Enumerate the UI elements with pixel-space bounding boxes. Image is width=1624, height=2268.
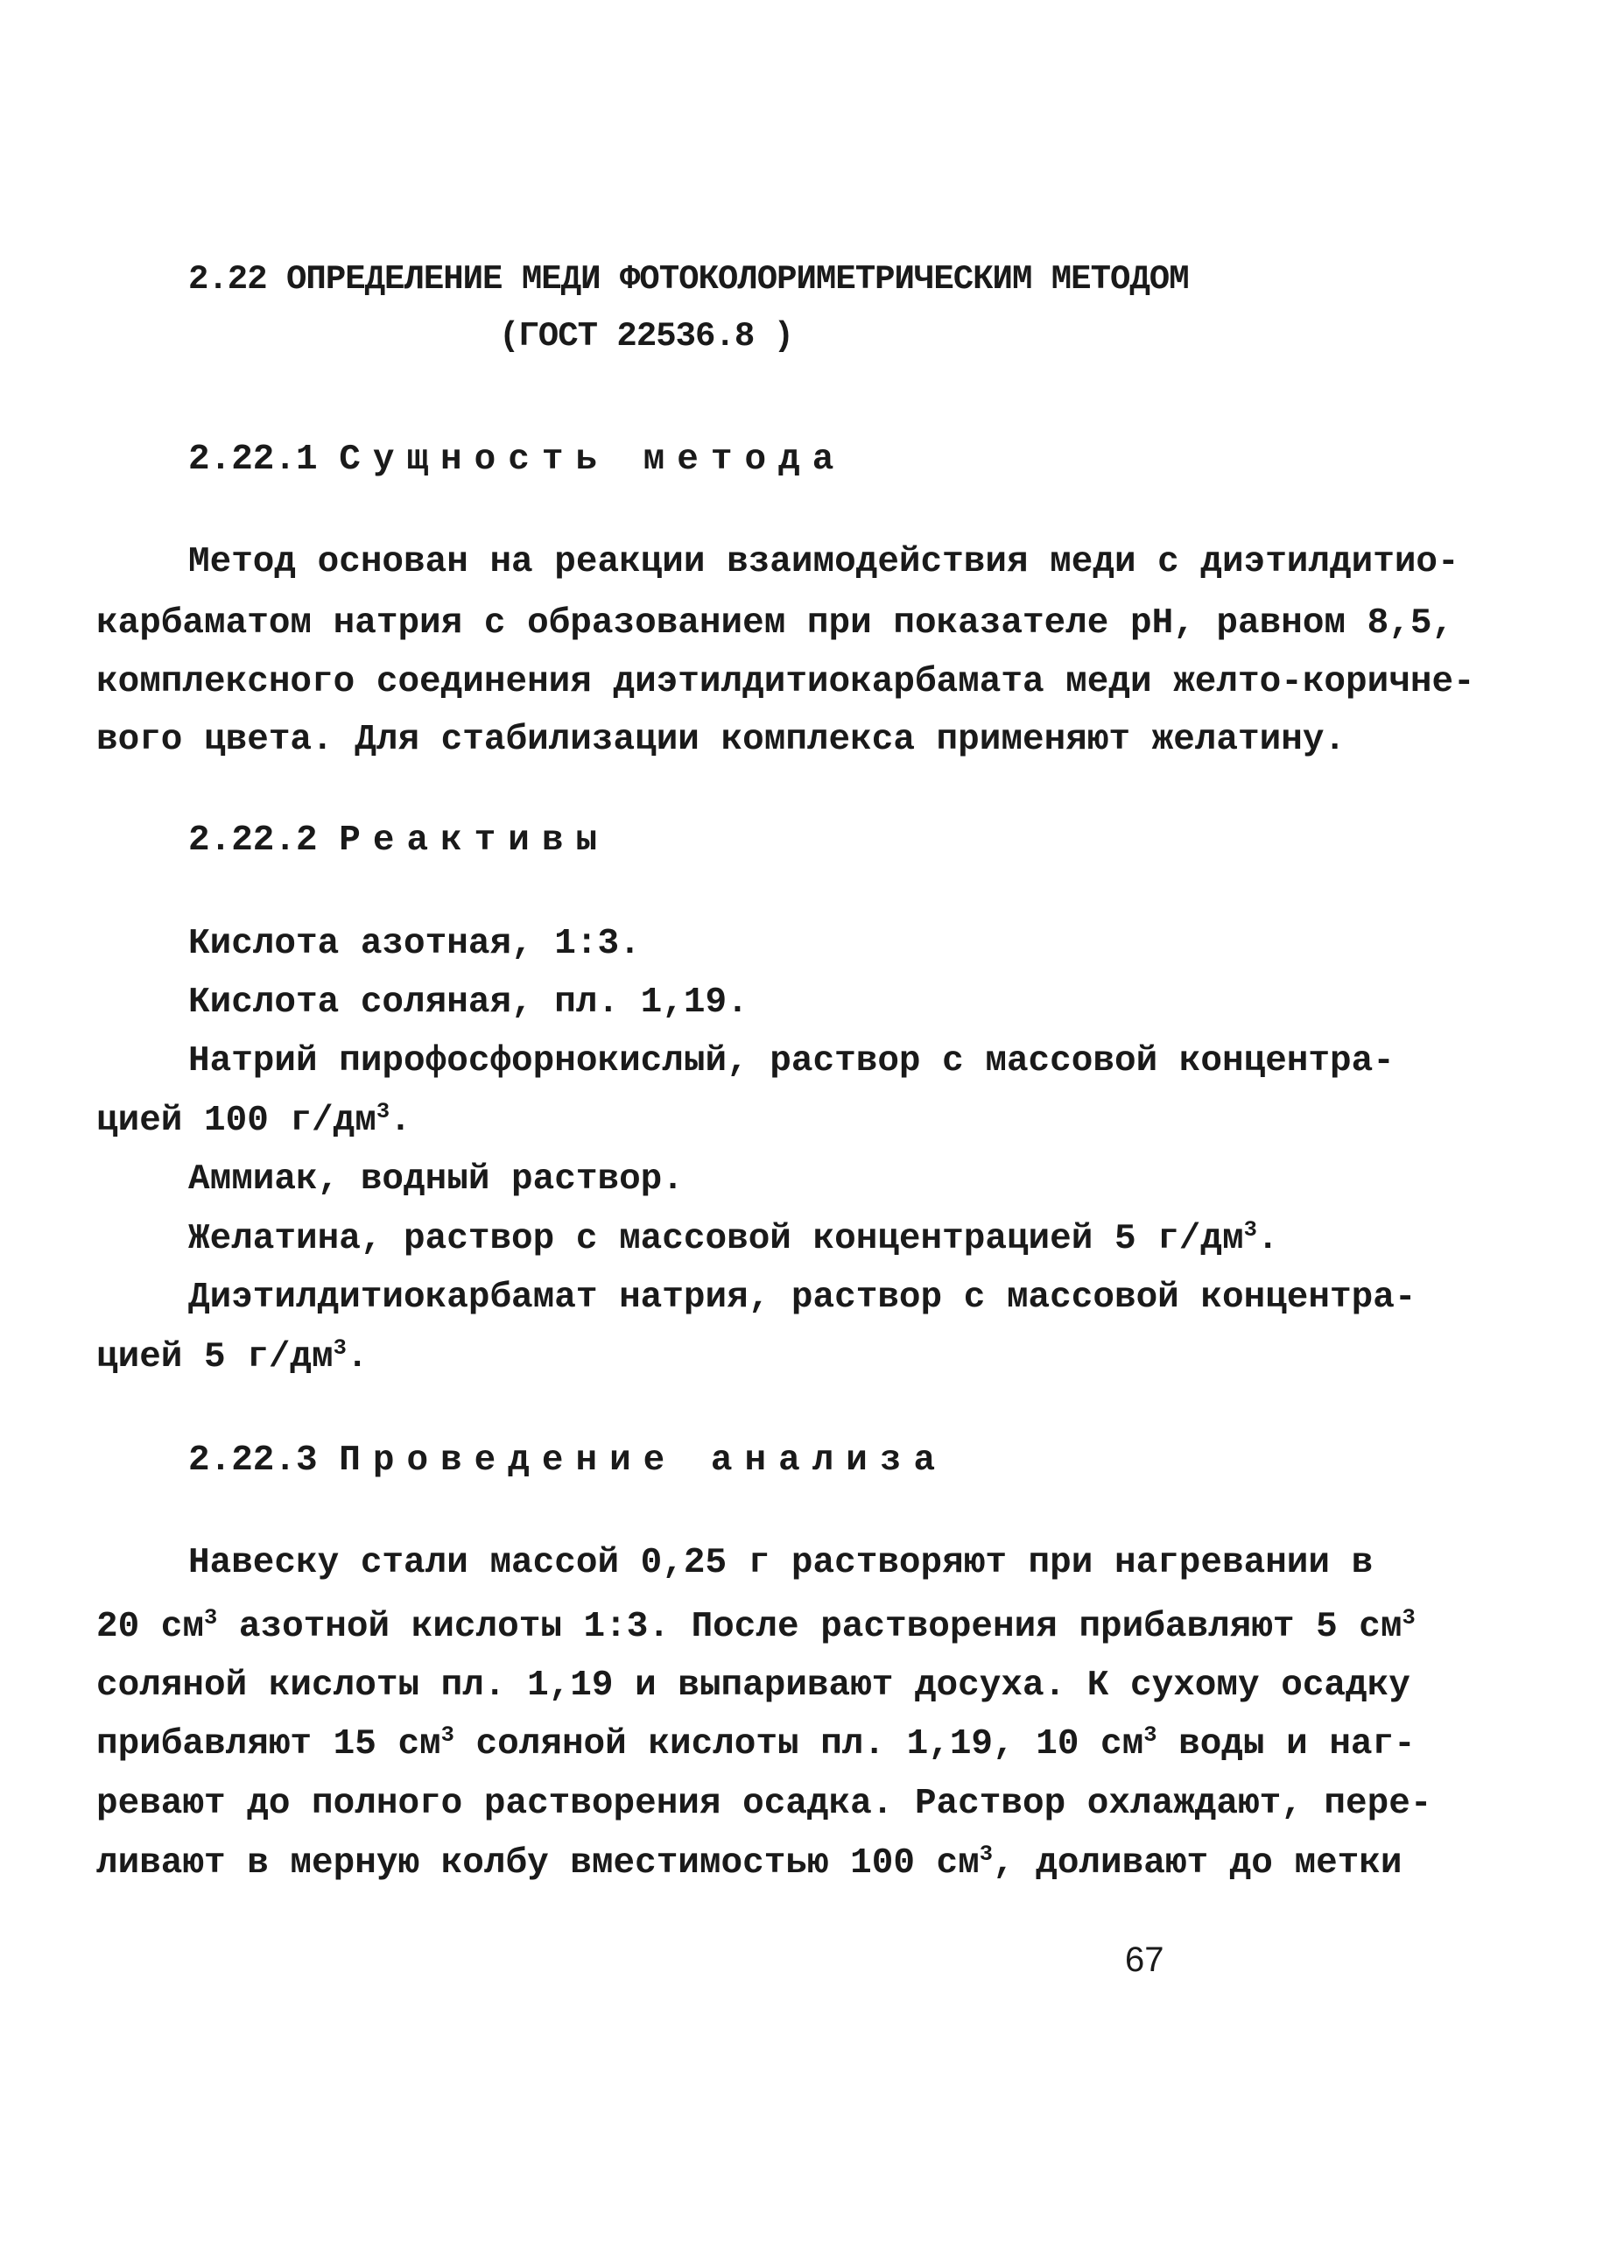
paragraph-line: карбаматом натрия с образованием при показателе pH, равном 8,5, (96, 603, 1454, 644)
paragraph-line: ревают до полного растворения осадка. Раствор охлаждают, пере- (96, 1784, 1432, 1824)
superscript: 3 (1143, 1722, 1157, 1749)
superscript: 3 (1243, 1217, 1257, 1243)
paragraph-line (96, 1722, 1416, 1764)
paragraph-line (96, 1842, 1403, 1884)
reagent-text: цией 5 г/дм (96, 1337, 334, 1377)
gost-reference: (ГОСТ 22536.8 ) (499, 317, 794, 356)
text-fragment: воды и наг- (1156, 1724, 1416, 1764)
page-number: 67 (1125, 1940, 1164, 1979)
reagent-text: Желатина, раствор с массовой концентрацией 5 г/дм (188, 1219, 1244, 1259)
section-heading (188, 823, 609, 859)
section-number: 2.22.1 (188, 440, 318, 480)
paragraph-line (96, 1605, 1416, 1647)
section-title: Проведение анализа (339, 1440, 948, 1481)
section-number: 2.22.2 (188, 821, 318, 861)
reagent-item: Аммиак, водный раствор. (188, 1159, 684, 1200)
superscript: 3 (376, 1099, 390, 1125)
paragraph-line: комплексного соединения диэтилдитиокарбамата меди желто-коричне- (96, 662, 1475, 702)
paragraph-line: соляной кислоты пл. 1,19 и выпаривают досуха. К сухому осадку (96, 1666, 1410, 1706)
paragraph-line: вого цвета. Для стабилизации комплекса применяют желатину. (96, 720, 1346, 760)
document-title: 2.22 ОПРЕДЕЛЕНИЕ МЕДИ ФОТОКОЛОРИМЕТРИЧЕСКИМ МЕТОДОМ (188, 260, 1189, 299)
section-number: 2.22.3 (188, 1440, 318, 1481)
reagent-item: Кислота соляная, пл. 1,19. (188, 983, 749, 1023)
reagent-item: цией 5 $г/дм^3$. (96, 1335, 369, 1377)
reagent-item: Натрий пирофосфорнокислый, раствор с массовой концентра- (188, 1041, 1395, 1081)
paragraph-line: Навеску стали массой 0,25 г растворяют при нагревании в (188, 1543, 1374, 1583)
superscript: 3 (1402, 1605, 1416, 1631)
text-fragment: 20 см (96, 1607, 205, 1647)
text-fragment: прибавляют 15 см (96, 1724, 441, 1764)
section-heading (188, 442, 846, 478)
superscript: 3 (333, 1335, 347, 1362)
reagent-item: Желатина, раствор с массовой концентрацией 5 $г/дм^3$. (188, 1217, 1279, 1259)
superscript: 3 (204, 1605, 218, 1631)
text-fragment: ливают в мерную колбу вместимостью 100 см (96, 1843, 980, 1884)
superscript: 3 (440, 1722, 454, 1749)
paragraph-line: Метод основан на реакции взаимодействия меди с диэтилдитио- (188, 542, 1459, 582)
text-fragment: соляной кислоты пл. 1,19, 10 см (453, 1724, 1144, 1764)
section-heading (188, 1440, 948, 1481)
reagent-item: цией 100 $г/дм^3$. (96, 1099, 411, 1141)
text-fragment: азотной кислоты 1:3. После растворения прибавляют 5 см (217, 1607, 1403, 1647)
reagent-item: Диэтилдитиокарбамат натрия, раствор с массовой концентра- (188, 1278, 1417, 1318)
superscript: 3 (979, 1842, 994, 1868)
reagent-text: цией 100 г/дм (96, 1101, 376, 1141)
reagent-item: Кислота азотная, 1:3. (188, 924, 641, 964)
section-title: Сущность метода (339, 440, 847, 480)
text-fragment: , доливают до метки (993, 1843, 1403, 1884)
section-title: Реактивы (339, 821, 610, 861)
